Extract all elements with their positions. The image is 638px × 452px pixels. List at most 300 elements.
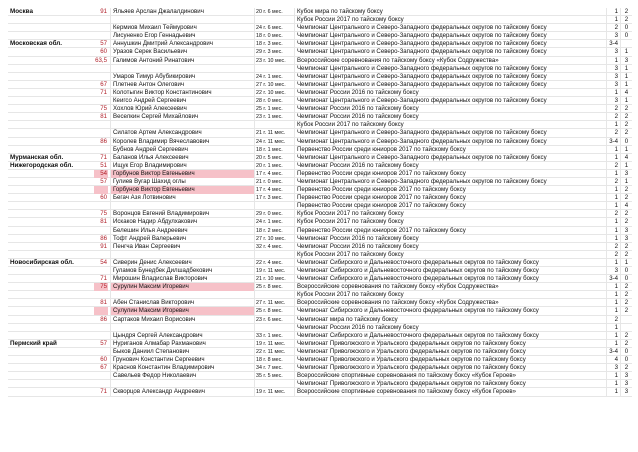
competition-cell: Чемпионат Центрального и Северо-Западного федеральных округов по тайскому боксу [294,138,606,146]
place-cell: 2 [606,178,620,186]
place-cell: 3 [606,267,620,275]
weight-class-cell: 67 [100,80,107,88]
competition-cell: Чемпионат Приволжского и Уральского федеральных округов по тайскому боксу [294,364,606,372]
region-cell [10,316,94,324]
athlete-name-cell: Бегач Азя Лотвинович [110,194,254,202]
edition-cell: 2 [620,299,632,307]
region-cell: Мурманская обл. [10,153,64,161]
weight-class-cell: 86 [100,137,107,145]
table-row [8,267,632,275]
table-row [8,105,632,113]
table-row [8,210,632,218]
weight-class-cell: 91 [100,242,107,250]
athlete-name-cell: Сулулин Максим Игоревич [110,307,254,315]
weight-class-cell [94,73,108,81]
age-cell: 18 г. 2 мес. [254,227,294,235]
athlete-name-cell: Краснов Константин Владимирович [110,364,254,372]
athlete-name-cell: Уразов Серек Васильевич [110,48,254,56]
region-cell [10,89,94,97]
athlete-name-cell: Плетнев Антон Олегович [110,81,254,89]
age-cell: 24 г. 1 мес. [254,73,294,81]
place-cell: 1 [606,283,620,291]
region-cell [10,129,94,137]
competition-cell: Чемпионат России 2016 по тайскому боксу [294,89,606,97]
weight-class-cell: 75 [94,283,108,291]
athlete-name-cell: Белешин Илья Андреевич [110,227,254,235]
table-row [8,178,632,186]
competition-cell: Кубок России 2017 по тайскому боксу [294,218,606,226]
region-cell [10,146,94,154]
table-row [8,291,632,299]
weight-class-cell [94,129,108,137]
table-row [8,162,632,170]
competition-cell: Первенство России среди юниоров 2017 по тайскому боксу [294,202,606,210]
place-cell: 3-4 [606,40,620,48]
edition-cell: 1 [620,48,632,56]
competition-cell: Кубок мира по тайскому боксу [294,8,606,16]
results-table [8,8,632,397]
edition-cell: 0 [620,275,632,283]
age-cell: 17 г. 4 мес. [254,170,294,178]
edition-cell: 1 [620,81,632,89]
competition-cell: Чемпионат мира по тайскому боксу [294,316,606,324]
edition-cell: 3 [620,380,632,388]
weight-class-cell [94,291,108,299]
edition-cell: 4 [620,202,632,210]
weight-class-cell: 86 [100,234,107,242]
athlete-name-cell: Кеигсо Андрей Сергеевич [110,97,254,105]
edition-cell: 1 [620,146,632,154]
weight-class-cell: 71 [100,388,107,396]
edition-cell: 1 [620,73,632,81]
weight-class-cell: 71 [100,153,107,161]
region-cell: Московская обл. [10,40,63,48]
athlete-name-cell [110,291,254,299]
table-row [8,154,632,162]
edition-cell: 0 [620,138,632,146]
athlete-name-cell: Горбунов Виктор Евгеньевич [110,170,254,178]
place-cell: 1 [606,299,620,307]
competition-cell: Чемпионат Центрального и Северо-Западного федеральных округов по тайскому боксу [294,73,606,81]
region-cell [10,307,94,315]
age-cell: 27 г. 10 мес. [254,81,294,89]
table-row [8,299,632,307]
edition-cell: 4 [620,89,632,97]
competition-cell: Всероссийские спортивные соревнования по тайскому боксу «Кубок Героев» [294,372,606,380]
athlete-name-cell: Хохлов Юрий Алексеевич [110,105,254,113]
athlete-name-cell: Аннушкин Дмитрий Александрович [110,40,254,48]
region-cell [10,364,94,372]
competition-cell: Кубок России 2017 по тайскому боксу [294,251,606,259]
table-row [8,73,632,81]
region-cell [10,356,94,364]
edition-cell: 2 [620,283,632,291]
competition-cell: Первенство России среди юниоров 2017 по тайскому боксу [294,146,606,154]
weight-class-cell [94,202,108,210]
place-cell: 3-4 [606,138,620,146]
competition-cell: Чемпионат Сибирского и Дальневосточного федеральных округов по тайскому боксу [294,307,606,315]
edition-cell: 0 [620,24,632,32]
region-cell [10,251,94,259]
athlete-name-cell: Цындря Сергей Александрович [110,332,254,340]
weight-class-cell [94,380,108,388]
table-row [8,121,632,129]
competition-cell: Чемпионат Приволжского и Уральского федеральных округов по тайскому боксу [294,380,606,388]
age-cell: 25 г. 8 мес. [254,307,294,315]
age-cell: 18 г. 1 мес. [254,146,294,154]
place-cell: 1 [606,291,620,299]
athlete-name-cell: Кермиов Михаил Теймурович [110,24,254,32]
athlete-name-cell: Бубнов Андрей Сергеевич [110,146,254,154]
weight-class-cell: 57 [100,177,107,185]
age-cell: 32 г. 4 мес. [254,243,294,251]
age-cell: 22 г. 4 мес. [254,259,294,267]
age-cell: 18 г. 3 мес. [254,40,294,48]
table-row [8,202,632,210]
region-cell: Пермский край [10,339,57,347]
competition-cell: Всероссийские соревнования по тайскому боксу «Кубок Содружества» [294,299,606,307]
age-cell: 19 г. 11 мес. [254,388,294,396]
place-cell: 3-4 [606,348,620,356]
athlete-name-cell: Грунович Константин Сергеевич [110,356,254,364]
table-row [8,235,632,243]
competition-cell: Чемпионат Центрального и Северо-Западного федеральных округов по тайскому боксу [294,65,606,73]
age-cell: 29 г. 3 мес. [254,48,294,56]
athlete-name-cell: Баланов Илья Алексеевич [110,154,254,162]
place-cell: 1 [606,154,620,162]
competition-cell: Чемпионат Центрального и Северо-Западного федеральных округов по тайскому боксу [294,32,606,40]
weight-class-cell: 81 [100,218,107,226]
weight-class-cell [94,251,108,259]
region-cell [10,291,94,299]
edition-cell: 1 [620,162,632,170]
region-cell [10,275,94,283]
table-row [8,307,632,315]
table-row [8,324,632,332]
edition-cell: 2 [620,16,632,24]
region-cell [10,227,94,235]
weight-class-cell [94,24,108,32]
athlete-name-cell: Быков Даниил Степанович [110,348,254,356]
weight-class-cell: 60 [100,48,107,56]
table-row [8,8,632,16]
age-cell: 33 г. 1 мес. [254,332,294,340]
region-cell [10,81,94,89]
place-cell: 2 [606,162,620,170]
edition-cell [620,40,632,48]
table-row [8,81,632,89]
competition-cell: Чемпионат Центрального и Северо-Западного федеральных округов по тайскому боксу [294,154,606,162]
age-cell: 24 г. 1 мес. [254,218,294,226]
place-cell: 1 [606,194,620,202]
region-cell: Нижегородская обл. [10,161,74,169]
place-cell: 3 [606,32,620,40]
table-row [8,186,632,194]
competition-cell: Всероссийские спортивные соревнования по тайскому боксу «Кубок Героев» [294,388,606,396]
place-cell: 3 [606,81,620,89]
place-cell: 3 [606,73,620,81]
edition-cell: 2 [620,113,632,121]
athlete-name-cell: Сиверин Денис Алексеевич [110,259,254,267]
region-cell [10,283,94,291]
athlete-name-cell: Пенгча Иван Сергеевич [110,243,254,251]
table-row [8,356,632,364]
edition-cell: 3 [620,227,632,235]
age-cell: 28 г. 0 мес. [254,97,294,105]
place-cell: 1 [606,186,620,194]
edition-cell: 0 [620,356,632,364]
competition-cell: Чемпионат России 2016 по тайскому боксу [294,162,606,170]
table-row [8,40,632,48]
competition-cell: Чемпионат Сибирского и Дальневосточного федеральных округов по тайскому боксу [294,275,606,283]
edition-cell: 3 [620,388,632,396]
edition-cell: 2 [620,186,632,194]
weight-class-cell [94,372,108,380]
region-cell [10,105,94,113]
table-row [8,113,632,121]
athlete-name-cell: Галимов Антоний Ринатович [110,57,254,65]
table-row [8,348,632,356]
weight-class-cell [94,267,108,275]
edition-cell: 2 [620,129,632,137]
competition-cell: Чемпионат Приволжского и Уральского федеральных округов по тайскому боксу [294,356,606,364]
place-cell: 1 [606,89,620,97]
place-cell: 2 [606,210,620,218]
region-cell [10,372,94,380]
edition-cell: 2 [620,291,632,299]
weight-class-cell: 63,5 [95,56,107,64]
age-cell [254,251,294,259]
athlete-name-cell: Силатов Артем Александрович [110,129,254,137]
table-row [8,57,632,65]
athlete-name-cell: Гулиев Вугар Шахид оглы [110,178,254,186]
edition-cell: 0 [620,32,632,40]
competition-cell: Чемпионат Центрального и Северо-Западного федеральных округов по тайскому боксу [294,48,606,56]
table-row [8,32,632,40]
table-row [8,283,632,291]
weight-class-cell: 81 [100,113,107,121]
region-cell: Новосибирская обл. [10,258,74,266]
athlete-name-cell [110,65,254,73]
table-row [8,227,632,235]
athlete-name-cell [110,324,254,332]
place-cell: 1 [606,57,620,65]
athlete-name-cell: Тофт Андрей Валерьевич [110,235,254,243]
region-cell [10,138,94,146]
athlete-name-cell: Колотыгин Виктор Константинович [110,89,254,97]
athlete-name-cell [110,16,254,24]
weight-class-cell: 54 [100,258,107,266]
place-cell: 1 [606,340,620,348]
region-cell [10,113,94,121]
table-row [8,97,632,105]
age-cell: 35 г. 5 мес. [254,372,294,380]
competition-cell: Кубок России 2017 по тайскому боксу [294,121,606,129]
region-cell [10,299,94,307]
region-cell [10,121,94,129]
competition-cell: Кубок России 2017 по тайскому боксу [294,291,606,299]
age-cell: 17 г. 3 мес. [254,194,294,202]
place-cell: 1 [606,332,620,340]
edition-cell: 1 [620,178,632,186]
competition-cell: Первенство России среди юниоров 2017 по тайскому боксу [294,170,606,178]
place-cell: 1 [606,146,620,154]
table-row [8,89,632,97]
age-cell: 25 г. 1 мес. [254,105,294,113]
weight-class-cell: 71 [100,88,107,96]
place-cell: 3-4 [606,275,620,283]
age-cell [254,324,294,332]
region-cell [10,65,94,73]
edition-cell: 3 [620,57,632,65]
place-cell: 1 [606,227,620,235]
region-cell [10,218,94,226]
edition-cell: 2 [620,218,632,226]
edition-cell: 3 [620,235,632,243]
weight-class-cell [94,16,108,24]
age-cell: 21 г. 11 мес. [254,129,294,137]
age-cell [254,16,294,24]
table-row [8,380,632,388]
athlete-name-cell: Воронцов Евгений Владимирович [110,210,254,218]
place-cell: 1 [606,16,620,24]
competition-cell: Чемпионат Приволжского и Уральского федеральных округов по тайскому боксу [294,348,606,356]
region-cell [10,24,94,32]
edition-cell: 1 [620,259,632,267]
weight-class-cell [94,121,108,129]
region-cell [10,348,94,356]
weight-class-cell [94,227,108,235]
age-cell: 21 г. 0 мес. [254,178,294,186]
table-row [8,24,632,32]
weight-class-cell: 75 [100,105,107,113]
table-row [8,194,632,202]
weight-class-cell [94,65,108,73]
table-row [8,48,632,56]
athlete-name-cell: Абен Станислав Викторович [110,299,254,307]
weight-class-cell: 54 [94,170,108,178]
edition-cell: 2 [620,251,632,259]
region-cell [10,380,94,388]
place-cell: 2 [606,316,620,324]
competition-cell: Чемпионат Центрального и Северо-Западного федеральных округов по тайскому боксу [294,178,606,186]
competition-cell: Кубок России 2017 по тайскому боксу [294,210,606,218]
weight-class-cell [94,32,108,40]
place-cell: 1 [606,259,620,267]
table-row [8,243,632,251]
competition-cell: Чемпионат России 2016 по тайскому боксу [294,105,606,113]
competition-cell: Чемпионат Центрального и Северо-Западного федеральных округов по тайскому боксу [294,97,606,105]
competition-cell: Чемпионат Сибирского и Дальневосточного федеральных округов по тайскому боксу [294,267,606,275]
weight-class-cell: 75 [100,210,107,218]
region-cell [10,235,94,243]
athlete-name-cell: Горбунов Виктор Евгеньевич [110,186,254,194]
weight-class-cell [94,324,108,332]
athlete-name-cell: Веселкин Сергей Михайлович [110,113,254,121]
edition-cell: 0 [620,348,632,356]
athlete-name-cell: Умаров Тимур Абубикирович [110,73,254,81]
table-row [8,16,632,24]
age-cell: 20 г. 5 мес. [254,154,294,162]
place-cell: 2 [606,113,620,121]
competition-cell: Чемпионат Сибирского и Дальневосточного федеральных округов по тайскому боксу [294,332,606,340]
edition-cell: 2 [620,121,632,129]
weight-class-cell: 86 [100,315,107,323]
edition-cell: 2 [620,332,632,340]
athlete-name-cell: Гуламов Бунедбек Дилшадбекович [110,267,254,275]
competition-cell: Чемпионат России 2016 по тайскому боксу [294,113,606,121]
weight-class-cell [94,97,108,105]
edition-cell: 0 [620,267,632,275]
edition-cell: 3 [620,170,632,178]
place-cell: 2 [606,129,620,137]
edition-cell: 2 [620,243,632,251]
region-cell [10,202,94,210]
age-cell: 20 г. 6 мес. [254,8,294,16]
competition-cell: Чемпионат Центрального и Северо-Западного федеральных округов по тайскому боксу [294,40,606,48]
athlete-name-cell: Искаков Надир Абдулхакович [110,218,254,226]
edition-cell [620,324,632,332]
age-cell [254,202,294,210]
place-cell: 1 [606,388,620,396]
region-cell [10,73,94,81]
age-cell: 19 г. 11 мес. [254,340,294,348]
age-cell: 29 г. 0 мес. [254,210,294,218]
age-cell: 27 г. 11 мес. [254,299,294,307]
place-cell: 3 [606,97,620,105]
region-cell [10,170,94,178]
place-cell: 3 [606,48,620,56]
place-cell: 2 [606,251,620,259]
edition-cell: 3 [620,372,632,380]
athlete-name-cell: Скворцов Александр Андреевич [110,388,254,396]
place-cell: 1 [606,307,620,315]
place-cell: 1 [606,380,620,388]
competition-cell: Чемпионат Приволжского и Уральского федеральных округов по тайскому боксу [294,340,606,348]
athlete-name-cell [110,251,254,259]
region-cell [10,332,94,340]
region-cell: Москва [10,8,33,15]
age-cell [254,121,294,129]
region-cell [10,243,94,251]
competition-cell: Чемпионат России 2016 по тайскому боксу [294,243,606,251]
weight-class-cell: 81 [100,299,107,307]
region-cell [10,267,94,275]
region-cell [10,16,94,24]
table-row [8,218,632,226]
table-row [8,388,632,396]
table-row [8,65,632,73]
age-cell: 24 г. 6 мес. [254,24,294,32]
age-cell [254,291,294,299]
place-cell: 2 [606,24,620,32]
age-cell: 25 г. 8 мес. [254,283,294,291]
competition-cell: Чемпионат Центрального и Северо-Западного федеральных округов по тайскому боксу [294,81,606,89]
table-row [8,364,632,372]
weight-class-cell: 57 [100,40,107,48]
place-cell: 2 [606,243,620,251]
place-cell: 1 [606,121,620,129]
region-cell [10,97,94,105]
region-cell [10,57,94,65]
region-cell [10,186,94,194]
age-cell: 20 г. 1 мес. [254,162,294,170]
place-cell: 1 [606,235,620,243]
edition-cell: 2 [620,210,632,218]
table-row [8,251,632,259]
place-cell: 1 [606,324,620,332]
place-cell: 3 [606,364,620,372]
